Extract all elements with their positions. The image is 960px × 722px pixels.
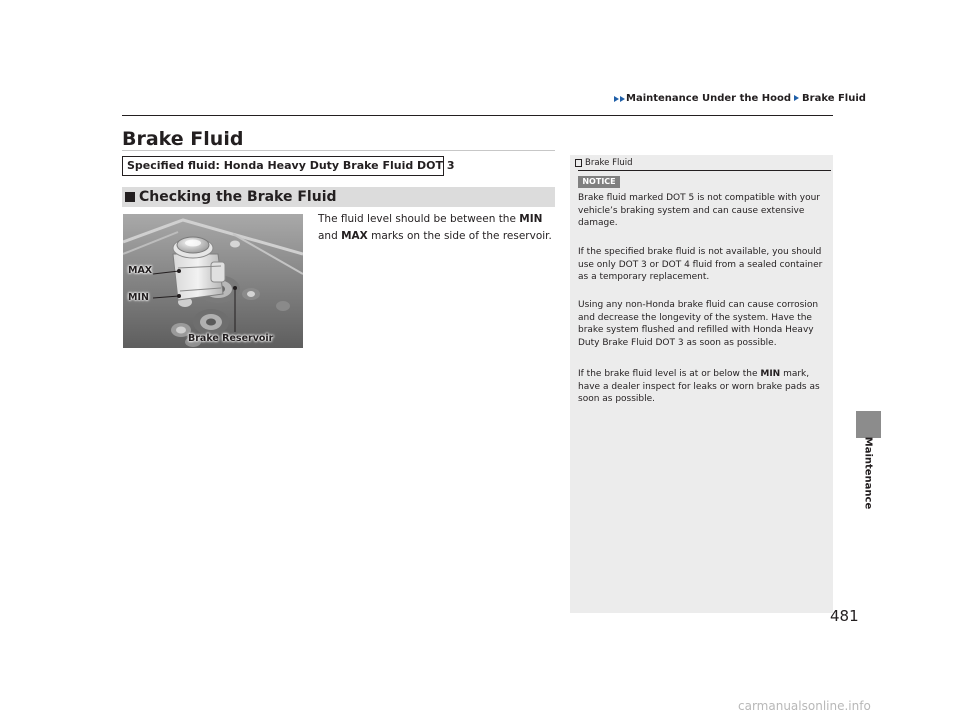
side-paragraph-dot5: Brake fluid marked DOT 5 is not compatible with your vehicle’s braking system and can cause extensive damage. [578, 193, 821, 228]
breadcrumb-arrow-icon [614, 96, 619, 102]
body-text-part: The fluid level should be between the [318, 213, 520, 225]
side-heading-text: Brake Fluid [585, 158, 633, 168]
page-title: Brake Fluid [122, 128, 244, 150]
section-tab-label: Maintenance [862, 436, 874, 510]
side-text-part: If the brake fluid level is at or below the [578, 369, 761, 379]
figure-label-max: MAX [128, 265, 153, 276]
breadcrumb-item-brake-fluid[interactable]: Brake Fluid [802, 93, 866, 104]
section-tab[interactable] [856, 436, 881, 510]
breadcrumb [614, 93, 866, 104]
side-paragraph-corrosion: Using any non-Honda brake fluid can cause corrosion and decrease the longevity of the system. Have the brake system flushed and refilled with Honda Heavy Duty Brake Fluid DOT 3 as soon as possible. [578, 300, 819, 348]
breadcrumb-arrow-icon [620, 96, 625, 102]
note-marker-icon [575, 159, 582, 167]
header-divider [122, 115, 833, 116]
body-text-part: marks on the side of the reservoir. [367, 230, 552, 242]
section-header [122, 187, 555, 207]
breadcrumb-item-maintenance-under-the-hood[interactable]: Maintenance Under the Hood [626, 93, 792, 104]
side-min-mark-text: MIN [760, 369, 781, 379]
body-text-part: and [318, 230, 342, 242]
specified-fluid-box: Specified fluid: Honda Heavy Duty Brake Fluid DOT 3 [122, 156, 444, 176]
figure-label-brake-reservoir: Brake Reservoir [188, 333, 274, 344]
min-mark-text: MIN [519, 213, 543, 225]
section-title: Checking the Brake Fluid [139, 189, 337, 205]
section-tab-marker [856, 411, 881, 438]
brake-reservoir-figure [123, 214, 303, 348]
max-mark-text: MAX [341, 230, 368, 242]
side-text-part: mark, have a dealer inspect for leaks or worn brake pads as soon as possible. [578, 369, 820, 404]
notice-badge: NOTICE [578, 176, 620, 188]
watermark: carmanualsonline.info [738, 699, 871, 713]
side-heading [575, 158, 632, 168]
engine-bay-illustration [123, 214, 303, 348]
breadcrumb-arrow-icon [794, 95, 799, 101]
side-paragraph-alternative: If the specified brake fluid is not available, you should use only DOT 3 or DOT 4 fluid from a sealed container as a temporary replacement. [578, 247, 823, 282]
page-number: 481 [830, 607, 859, 625]
side-divider [578, 170, 831, 171]
fluid-level-instruction [318, 211, 558, 245]
figure-label-min: MIN [128, 292, 149, 303]
section-square-icon [125, 192, 135, 202]
title-divider [122, 150, 555, 151]
side-paragraph-low-level [578, 368, 828, 406]
